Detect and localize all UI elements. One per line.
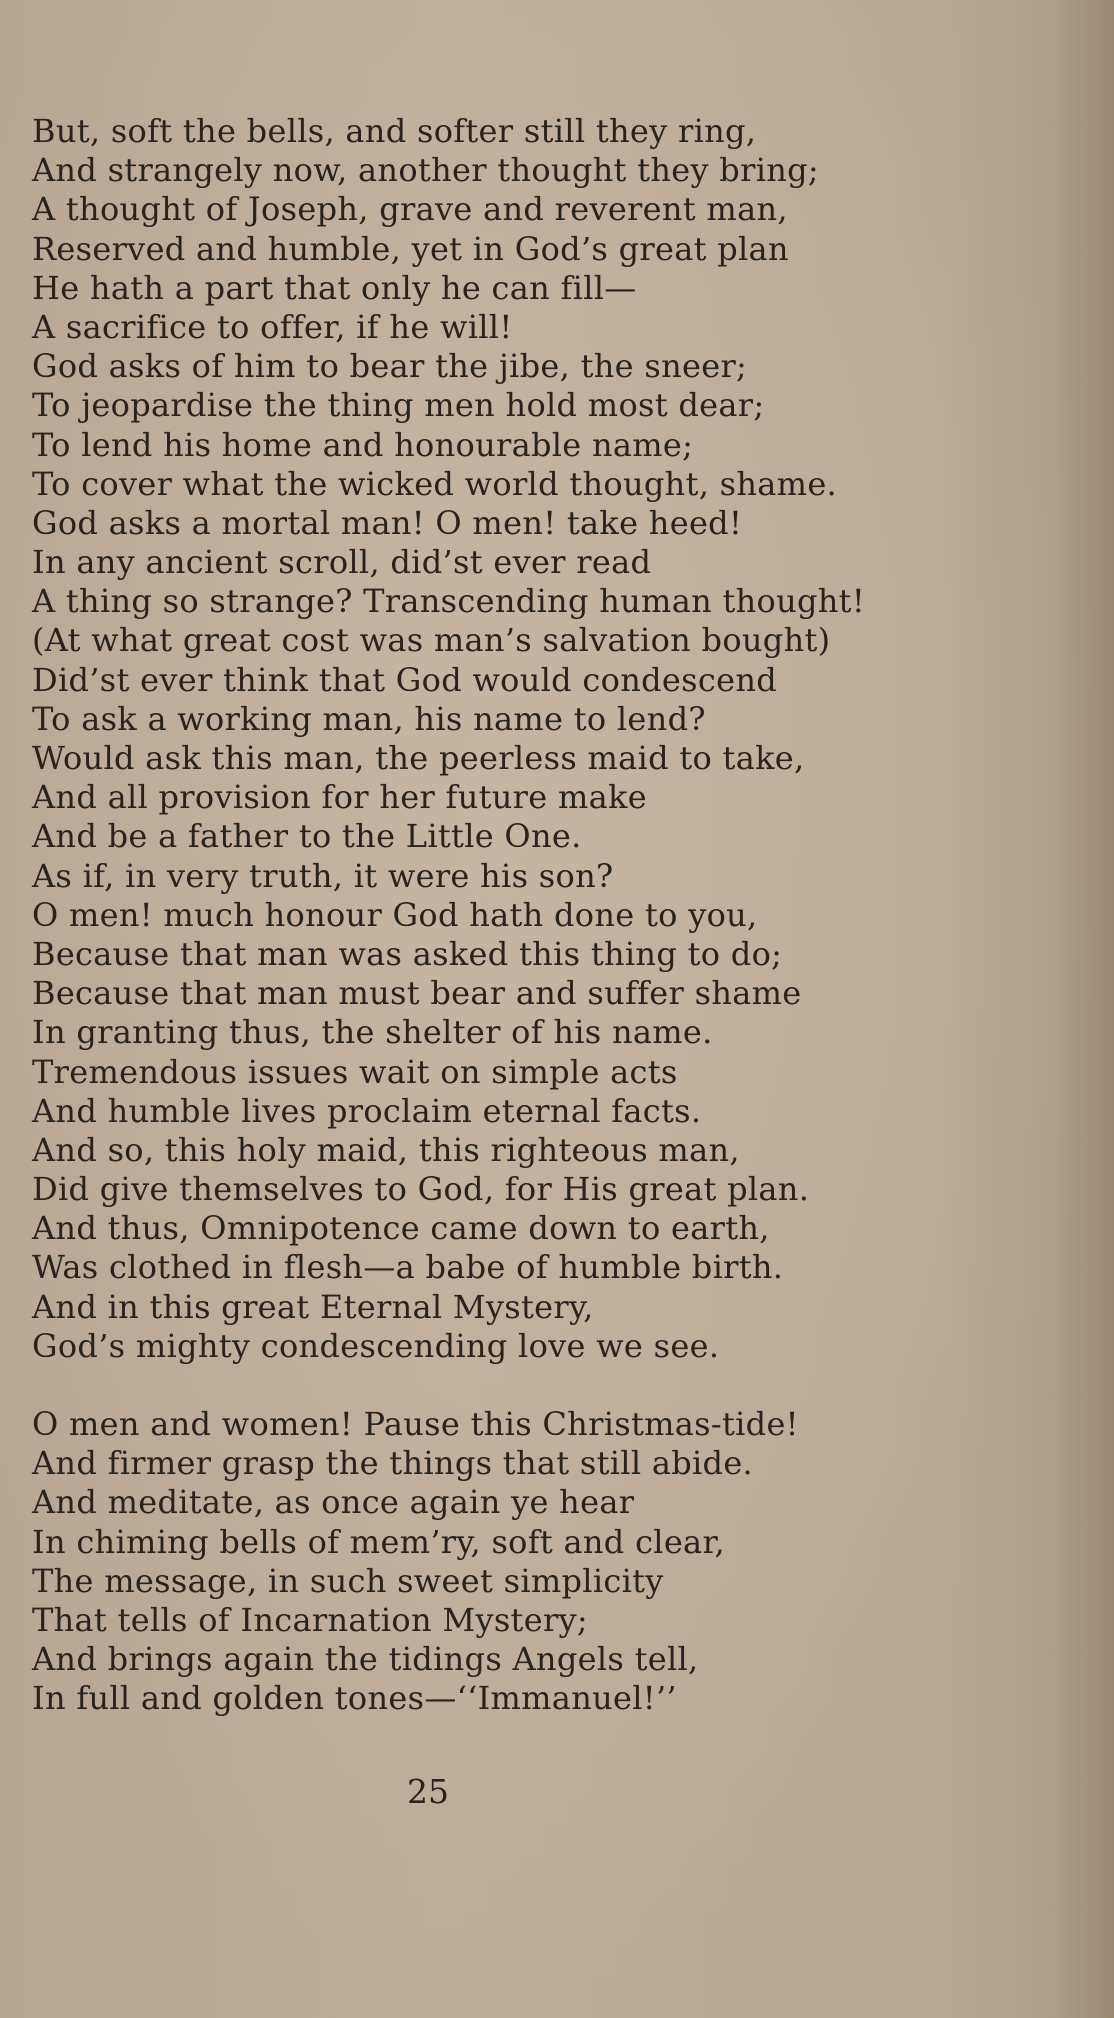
page-number: 25	[407, 1772, 449, 1811]
poem-line: And in this great Eternal Mystery,	[32, 1287, 594, 1326]
poem-line: To cover what the wicked world thought, shame.	[32, 464, 838, 503]
poem-line: To ask a working man, his name to lend?	[32, 699, 706, 738]
poem-line: Tremendous issues wait on simple acts	[32, 1052, 678, 1091]
poem-text	[32, 112, 1072, 1719]
poem-line: (At what great cost was man’s salvation bought)	[32, 621, 831, 660]
poem-line: And thus, Omnipotence came down to earth,	[32, 1209, 770, 1248]
poem-line: In granting thus, the shelter of his name.	[32, 1013, 713, 1052]
poem-line: And humble lives proclaim eternal facts.	[32, 1091, 702, 1130]
stanza-2	[32, 1405, 1072, 1719]
stanza-1	[32, 112, 1072, 1366]
poem-line: A thought of Joseph, grave and reverent man,	[32, 190, 788, 229]
poem-line: The message, in such sweet simplicity	[32, 1561, 664, 1600]
poem-line: He hath a part that only he can fill—	[32, 268, 637, 307]
poem-line: God asks a mortal man! O men! take heed!	[32, 503, 743, 542]
poem-line: And all provision for her future make	[32, 778, 647, 817]
poem-line: A sacrifice to offer, if he will!	[32, 307, 513, 346]
poem-line: Did give themselves to God, for His great plan.	[32, 1170, 810, 1209]
poem-line: O men! much honour God hath done to you,	[32, 895, 758, 934]
poem-line: In chiming bells of mem’ry, soft and clear,	[32, 1522, 725, 1561]
poem-line: To lend his home and honourable name;	[32, 425, 694, 464]
poem-line: And so, this holy maid, this righteous man,	[32, 1130, 740, 1169]
poem-line: A thing so strange? Transcending human thought!	[32, 582, 866, 621]
poem-line: O men and women! Pause this Christmas-tide!	[32, 1405, 799, 1443]
poem-line: As if, in very truth, it were his son?	[32, 856, 614, 895]
poem-line: And brings again the tidings Angels tell,	[32, 1640, 699, 1679]
poem-line: In full and golden tones—‘‘Immanuel!’’	[32, 1679, 677, 1718]
poem-line: Reserved and humble, yet in God’s great plan	[32, 229, 789, 268]
poem-line: Because that man was asked this thing to do;	[32, 934, 783, 973]
poem-line: And meditate, as once again ye hear	[32, 1483, 635, 1522]
poem-line: That tells of Incarnation Mystery;	[32, 1600, 588, 1639]
poem-line: Did’st ever think that God would condescend	[32, 660, 778, 699]
poem-line: Because that man must bear and suffer shame	[32, 974, 802, 1013]
poem-line: Would ask this man, the peerless maid to take,	[32, 739, 805, 777]
poem-line: Was clothed in flesh—a babe of humble birth.	[32, 1248, 784, 1287]
poem-line: To jeopardise the thing men hold most dear;	[32, 386, 765, 425]
poem-line: God asks of him to bear the jibe, the sneer;	[32, 347, 748, 386]
poem-line: In any ancient scroll, did’st ever read	[32, 543, 652, 582]
poem-line: And firmer grasp the things that still abide.	[32, 1444, 754, 1483]
poem-line: But, soft the bells, and softer still they ring,	[32, 112, 757, 150]
poem-line: And strangely now, another thought they bring;	[32, 151, 820, 190]
poem-line: God’s mighty condescending love we see.	[32, 1326, 720, 1365]
poem-line: And be a father to the Little One.	[32, 817, 582, 856]
